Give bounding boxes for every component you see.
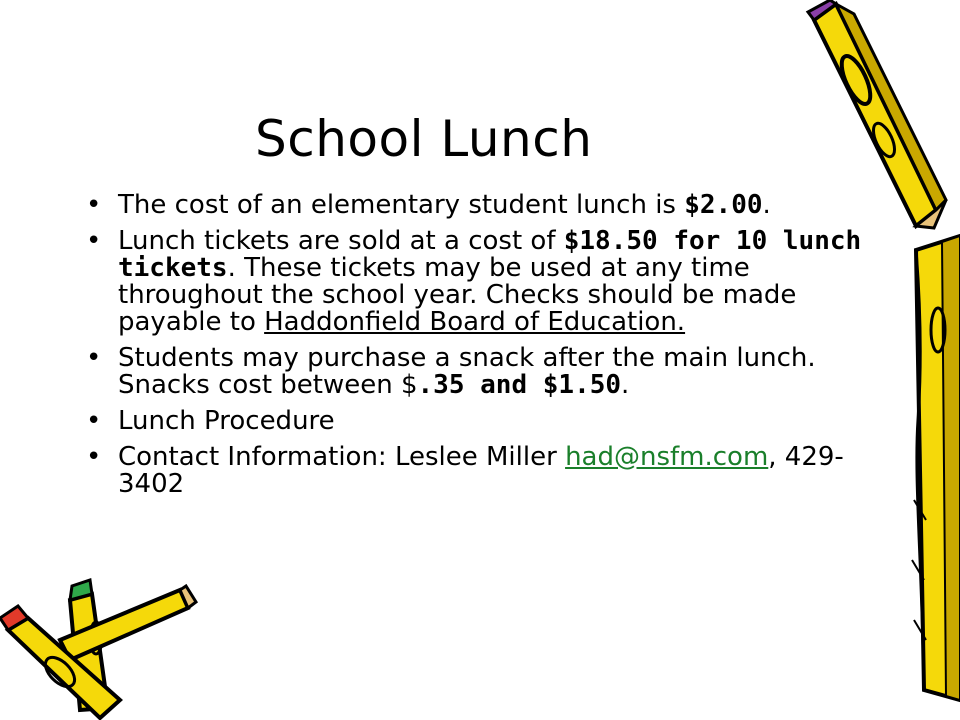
bullet-list: [86, 192, 866, 507]
bullet-text-end: .: [762, 190, 771, 220]
bullet-text-end: .: [621, 370, 630, 400]
lunch-procedure-text[interactable]: Lunch Procedure: [118, 406, 335, 436]
bullet-marker: •: [86, 226, 102, 256]
payee-name: Haddonfield Board of Education.: [264, 307, 686, 337]
slide-title: School Lunch: [255, 110, 593, 168]
bullet-item-contact: [86, 444, 866, 498]
ticket-price-highlight: $18.50 for 10 lunch tickets: [118, 226, 862, 283]
bullet-item-lunch-cost: [86, 192, 866, 219]
pencil-lower-shape: [912, 236, 960, 700]
bullet-marker: •: [86, 343, 102, 373]
bullet-text: The cost of an elementary student lunch is: [118, 190, 685, 220]
bullet-item-lunch-tickets: [86, 228, 866, 336]
email-link[interactable]: had@nsfm.com: [565, 442, 769, 472]
snack-price-highlight: .35 and $1.50: [417, 370, 622, 400]
bullet-text: Contact Information: Leslee Miller: [118, 442, 566, 472]
phone-text: , 429-3402: [118, 442, 844, 499]
bullet-text: Students may purchase a snack after the main lunch. Snacks cost between $: [118, 343, 816, 400]
bullet-marker: •: [86, 406, 102, 436]
pencil-icon: [796, 0, 960, 720]
pencils-icon: [0, 560, 200, 720]
bullet-marker: •: [86, 442, 102, 472]
bullet-text-middle: . These tickets may be used at any time throughout the school year. Checks should be made payable to: [118, 253, 797, 337]
bullet-item-snacks: [86, 345, 866, 399]
bullet-marker: •: [86, 190, 102, 220]
pencil-upper-shape: [808, 0, 946, 228]
bullet-text: Lunch tickets are sold at a cost of: [118, 226, 564, 256]
price-highlight: $2.00: [684, 190, 763, 220]
bullet-item-lunch-procedure[interactable]: [86, 408, 866, 435]
